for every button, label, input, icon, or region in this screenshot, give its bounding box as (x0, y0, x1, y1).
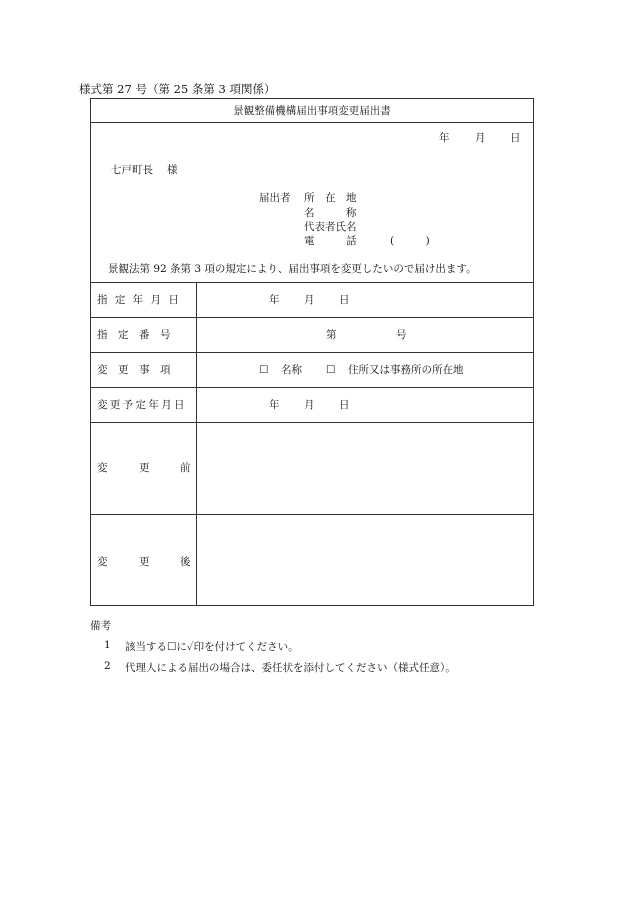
submit-date-month: 月 (475, 132, 486, 144)
remark-number: 2 (104, 660, 111, 672)
name-label: 名 称 (304, 207, 357, 219)
before-label-char: 変 (97, 462, 108, 474)
form-title: 景観整備機構届出事項変更届出書 (233, 105, 391, 117)
row-divider (91, 422, 533, 423)
remark-number: 1 (104, 639, 111, 651)
addressee-name: 七戸町長 (111, 164, 153, 176)
planned-date-month: 月 (304, 399, 315, 411)
row-divider (91, 282, 533, 283)
designation-number-label: 指 定 番 号 (97, 329, 171, 341)
title-divider (91, 122, 533, 123)
before-label-char: 更 (139, 462, 150, 474)
submit-date-day: 日 (510, 132, 521, 144)
option-address-label: 住所又は事務所の所在地 (348, 364, 464, 376)
planned-date-day: 日 (339, 399, 350, 411)
after-label-char: 更 (139, 556, 150, 568)
designation-number-prefix: 第 (326, 329, 337, 341)
address-label: 所 在 地 (304, 192, 357, 204)
row-divider (91, 352, 533, 353)
designation-date-label: 指 定 年 月 日 (97, 294, 181, 306)
designation-number-suffix: 号 (396, 329, 407, 341)
checkbox-icon[interactable]: ☐ (259, 364, 269, 376)
remark-text: 該当する☐に✓印を付けてください。 (125, 641, 299, 653)
submit-date-year: 年 (439, 132, 450, 144)
applicant-label: 届出者 (259, 192, 291, 204)
before-label-char: 前 (180, 462, 191, 474)
phone-parentheses: ( ) (390, 235, 430, 247)
row-divider (91, 317, 533, 318)
after-label-char: 変 (97, 556, 108, 568)
change-item-label: 変 更 事 項 (97, 364, 171, 376)
remark-text: 代理人による届出の場合は、委任状を添付してください（様式任意）。 (125, 662, 456, 674)
remarks-heading: 備考 (90, 620, 111, 632)
form-caption: 様式第 27 号（第 25 条第 3 項関係） (79, 82, 276, 96)
option-name-label: 名称 (281, 364, 302, 376)
row-divider (91, 387, 533, 388)
row-divider (91, 514, 533, 515)
checkbox-icon[interactable]: ☐ (326, 364, 336, 376)
phone-label: 電 話 (304, 235, 357, 247)
designation-date-day: 日 (339, 294, 350, 306)
representative-label: 代表者氏名 (304, 221, 357, 233)
form-sheet (90, 98, 534, 606)
after-label-char: 後 (180, 556, 191, 568)
planned-date-year: 年 (269, 399, 280, 411)
planned-date-label: 変 更 予 定 年 月 日 (97, 399, 185, 411)
column-divider (196, 282, 197, 606)
designation-date-month: 月 (304, 294, 315, 306)
statement-text: 景観法第 92 条第 3 項の規定により、届出事項を変更したいので届け出ます。 (108, 263, 477, 275)
addressee-honorific: 様 (167, 164, 178, 176)
designation-date-year: 年 (269, 294, 280, 306)
